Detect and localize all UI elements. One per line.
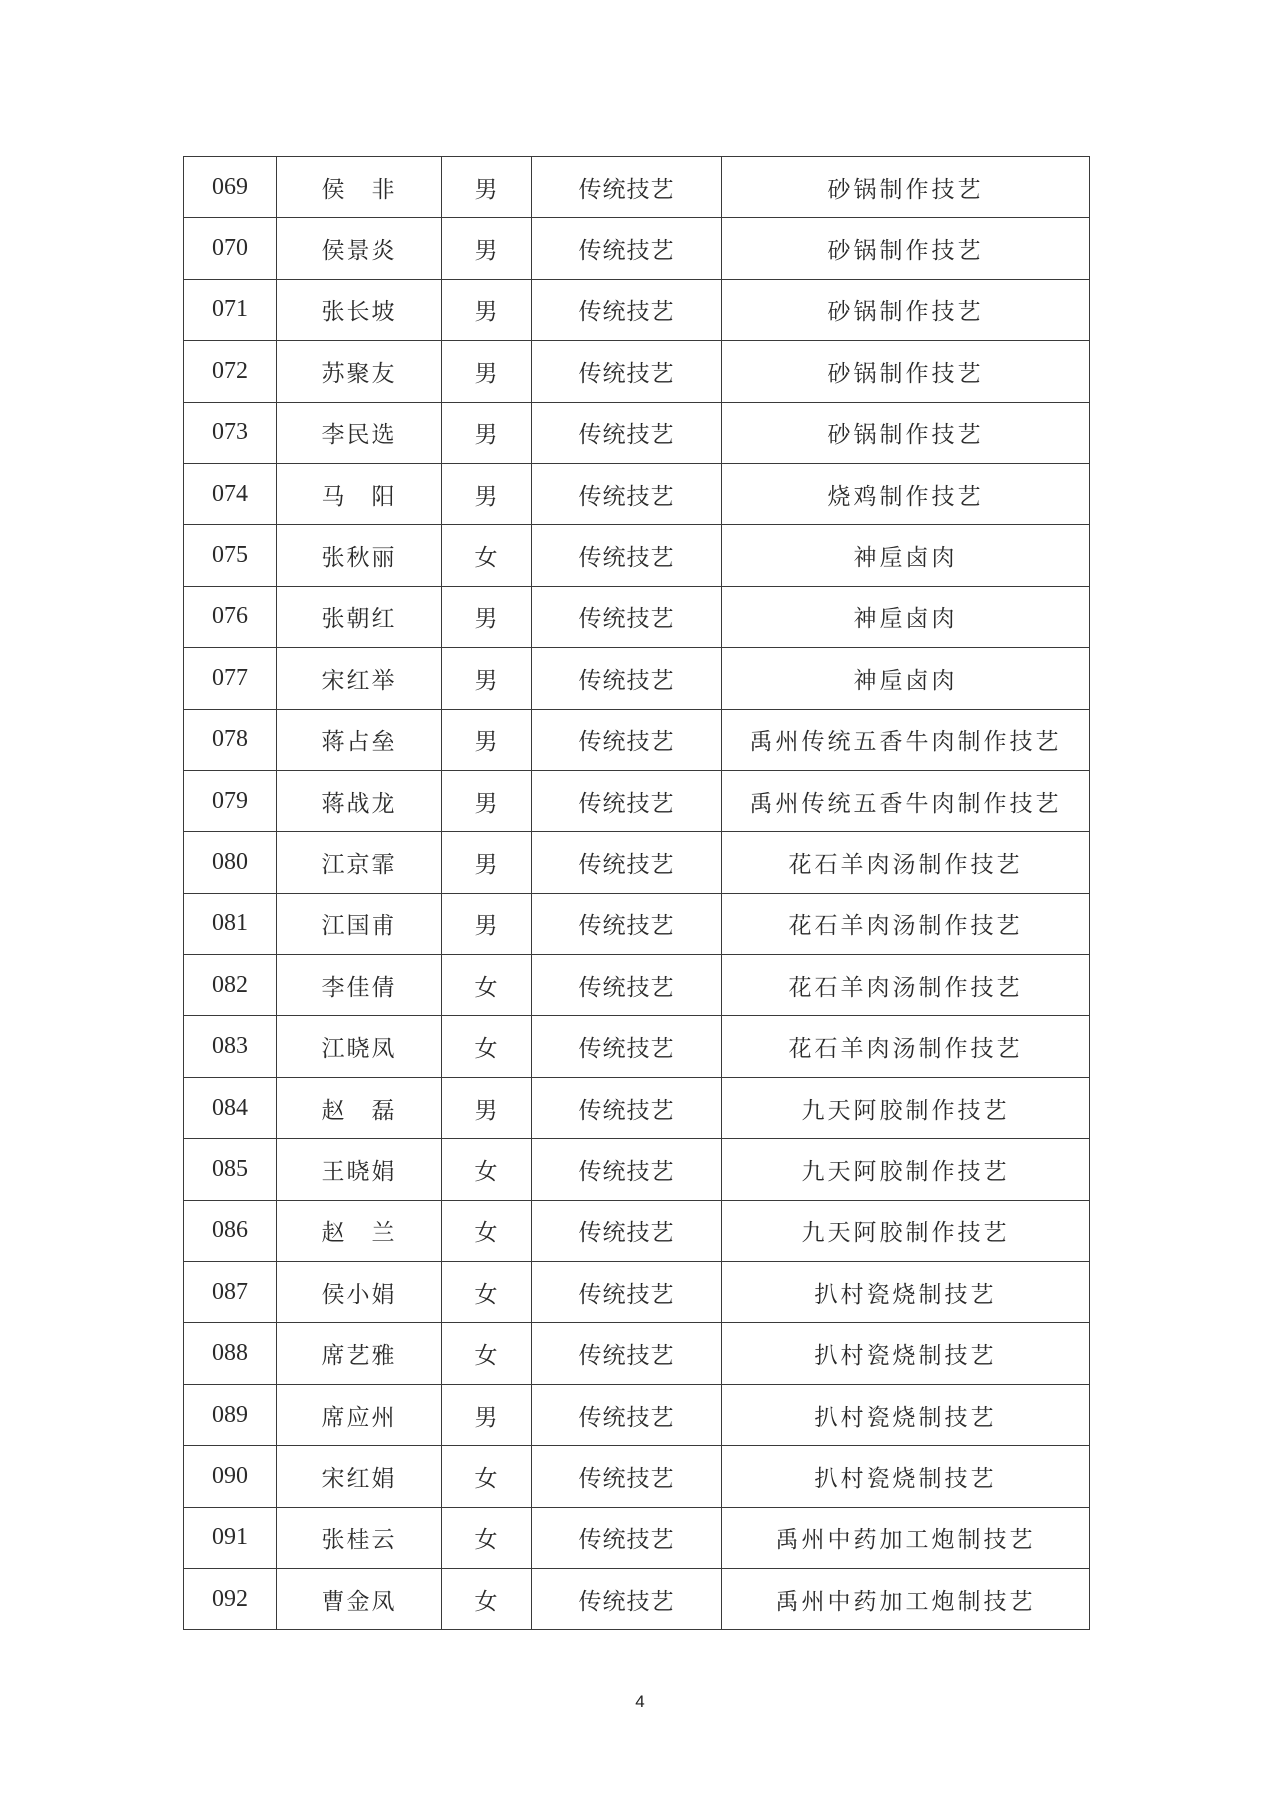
category-cell: 传统技艺 [532,709,722,770]
gender-cell: 男 [442,1384,532,1445]
table-row [184,1568,1090,1629]
project-name-cell: 花石羊肉汤制作技艺 [722,893,1090,954]
table-row [184,648,1090,709]
project-name-cell: 砂锅制作技艺 [722,341,1090,402]
inheritor-name-cell: 宋红娟 [277,1446,442,1507]
gender-cell: 男 [442,402,532,463]
table-row [184,1016,1090,1077]
project-name-cell: 砂锅制作技艺 [722,157,1090,218]
inheritor-name-cell: 李民选 [277,402,442,463]
table-row [184,1384,1090,1445]
inheritor-name-cell: 宋红举 [277,648,442,709]
row-number-cell: 087 [184,1262,277,1323]
gender-cell: 男 [442,218,532,279]
gender-cell: 女 [442,1262,532,1323]
row-number-cell: 080 [184,832,277,893]
inheritor-name-cell: 李佳倩 [277,955,442,1016]
row-number-cell: 092 [184,1568,277,1629]
table-row [184,770,1090,831]
inheritor-name-cell: 王晓娟 [277,1139,442,1200]
category-cell: 传统技艺 [532,1384,722,1445]
inheritor-name-cell: 蒋战龙 [277,770,442,831]
table-row [184,279,1090,340]
inheritor-name-cell: 蒋占垒 [277,709,442,770]
row-number-cell: 089 [184,1384,277,1445]
category-cell: 传统技艺 [532,1507,722,1568]
row-number-cell: 074 [184,463,277,524]
page-number: 4 [635,1692,645,1711]
inheritor-name-cell: 江京霏 [277,832,442,893]
table-row [184,1323,1090,1384]
gender-cell: 男 [442,770,532,831]
project-name-cell: 禹州中药加工炮制技艺 [722,1507,1090,1568]
table-row [184,1139,1090,1200]
category-cell: 传统技艺 [532,402,722,463]
gender-cell: 男 [442,463,532,524]
project-name-cell: 神垕卤肉 [722,525,1090,586]
row-number-cell: 085 [184,1139,277,1200]
category-cell: 传统技艺 [532,1262,722,1323]
inheritor-roster-table [183,156,1090,1630]
table-row [184,893,1090,954]
category-cell: 传统技艺 [532,1016,722,1077]
row-number-cell: 081 [184,893,277,954]
category-cell: 传统技艺 [532,832,722,893]
category-cell: 传统技艺 [532,1446,722,1507]
category-cell: 传统技艺 [532,463,722,524]
category-cell: 传统技艺 [532,1077,722,1138]
gender-cell: 女 [442,1200,532,1261]
inheritor-name-cell: 席应州 [277,1384,442,1445]
gender-cell: 女 [442,525,532,586]
project-name-cell: 九天阿胶制作技艺 [722,1139,1090,1200]
inheritor-name-cell: 赵 磊 [277,1077,442,1138]
inheritor-name-cell: 江国甫 [277,893,442,954]
inheritor-name-cell: 曹金凤 [277,1568,442,1629]
project-name-cell: 砂锅制作技艺 [722,279,1090,340]
category-cell: 传统技艺 [532,955,722,1016]
category-cell: 传统技艺 [532,586,722,647]
row-number-cell: 073 [184,402,277,463]
row-number-cell: 079 [184,770,277,831]
inheritor-name-cell: 侯小娟 [277,1262,442,1323]
gender-cell: 女 [442,1016,532,1077]
project-name-cell: 烧鸡制作技艺 [722,463,1090,524]
inheritor-name-cell: 马 阳 [277,463,442,524]
category-cell: 传统技艺 [532,157,722,218]
inheritor-name-cell: 赵 兰 [277,1200,442,1261]
project-name-cell: 花石羊肉汤制作技艺 [722,955,1090,1016]
project-name-cell: 禹州传统五香牛肉制作技艺 [722,770,1090,831]
project-name-cell: 砂锅制作技艺 [722,218,1090,279]
gender-cell: 女 [442,955,532,1016]
table-row [184,1446,1090,1507]
row-number-cell: 070 [184,218,277,279]
table-row [184,525,1090,586]
gender-cell: 女 [442,1446,532,1507]
table-row [184,1262,1090,1323]
table-row [184,341,1090,402]
category-cell: 传统技艺 [532,218,722,279]
table-row [184,586,1090,647]
project-name-cell: 九天阿胶制作技艺 [722,1200,1090,1261]
project-name-cell: 禹州中药加工炮制技艺 [722,1568,1090,1629]
project-name-cell: 花石羊肉汤制作技艺 [722,832,1090,893]
table-row [184,1507,1090,1568]
row-number-cell: 088 [184,1323,277,1384]
row-number-cell: 090 [184,1446,277,1507]
table-row [184,1200,1090,1261]
category-cell: 传统技艺 [532,1323,722,1384]
category-cell: 传统技艺 [532,525,722,586]
project-name-cell: 神垕卤肉 [722,648,1090,709]
table-row [184,463,1090,524]
gender-cell: 男 [442,648,532,709]
row-number-cell: 086 [184,1200,277,1261]
row-number-cell: 077 [184,648,277,709]
inheritor-name-cell: 张朝红 [277,586,442,647]
project-name-cell: 花石羊肉汤制作技艺 [722,1016,1090,1077]
row-number-cell: 091 [184,1507,277,1568]
inheritor-name-cell: 江晓凤 [277,1016,442,1077]
row-number-cell: 076 [184,586,277,647]
inheritor-name-cell: 席艺雅 [277,1323,442,1384]
project-name-cell: 扒村瓷烧制技艺 [722,1384,1090,1445]
row-number-cell: 078 [184,709,277,770]
category-cell: 传统技艺 [532,893,722,954]
table-row [184,157,1090,218]
inheritor-name-cell: 张长坡 [277,279,442,340]
project-name-cell: 砂锅制作技艺 [722,402,1090,463]
inheritor-name-cell: 侯景炎 [277,218,442,279]
gender-cell: 男 [442,832,532,893]
category-cell: 传统技艺 [532,648,722,709]
inheritor-name-cell: 张桂云 [277,1507,442,1568]
row-number-cell: 071 [184,279,277,340]
gender-cell: 女 [442,1323,532,1384]
table-row [184,955,1090,1016]
table-row [184,402,1090,463]
gender-cell: 男 [442,586,532,647]
row-number-cell: 069 [184,157,277,218]
category-cell: 传统技艺 [532,1568,722,1629]
gender-cell: 男 [442,709,532,770]
row-number-cell: 083 [184,1016,277,1077]
project-name-cell: 神垕卤肉 [722,586,1090,647]
gender-cell: 男 [442,157,532,218]
row-number-cell: 075 [184,525,277,586]
category-cell: 传统技艺 [532,279,722,340]
gender-cell: 女 [442,1568,532,1629]
category-cell: 传统技艺 [532,1200,722,1261]
inheritor-name-cell: 侯 非 [277,157,442,218]
inheritor-name-cell: 张秋丽 [277,525,442,586]
category-cell: 传统技艺 [532,770,722,831]
gender-cell: 男 [442,1077,532,1138]
gender-cell: 女 [442,1139,532,1200]
project-name-cell: 九天阿胶制作技艺 [722,1077,1090,1138]
project-name-cell: 扒村瓷烧制技艺 [722,1262,1090,1323]
table-row [184,1077,1090,1138]
table-row [184,832,1090,893]
gender-cell: 男 [442,893,532,954]
table-row [184,218,1090,279]
row-number-cell: 082 [184,955,277,1016]
row-number-cell: 084 [184,1077,277,1138]
category-cell: 传统技艺 [532,1139,722,1200]
roster-body [184,157,1090,1630]
project-name-cell: 扒村瓷烧制技艺 [722,1446,1090,1507]
inheritor-name-cell: 苏聚友 [277,341,442,402]
gender-cell: 女 [442,1507,532,1568]
category-cell: 传统技艺 [532,341,722,402]
gender-cell: 男 [442,279,532,340]
project-name-cell: 禹州传统五香牛肉制作技艺 [722,709,1090,770]
gender-cell: 男 [442,341,532,402]
row-number-cell: 072 [184,341,277,402]
table-row [184,709,1090,770]
project-name-cell: 扒村瓷烧制技艺 [722,1323,1090,1384]
